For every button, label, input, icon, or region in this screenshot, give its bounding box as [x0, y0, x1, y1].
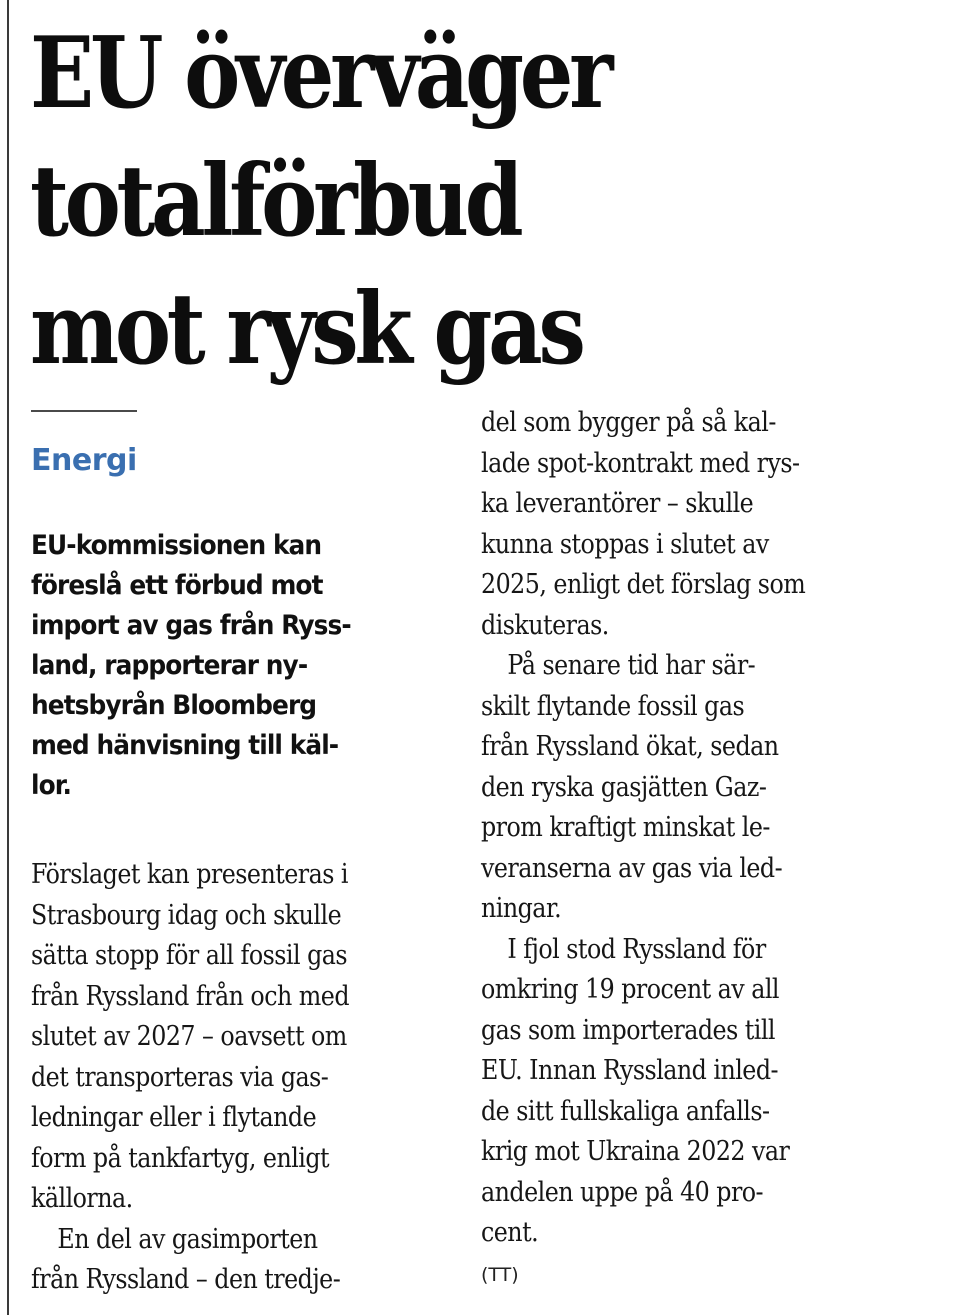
body-paragraph: [481, 403, 891, 646]
lead-paragraph: [31, 526, 441, 806]
body-line: sätta stopp för all fossil gas: [31, 940, 348, 971]
body-line: form på tankfartyg, enligt: [31, 1142, 330, 1174]
body-line: I fjol stod Ryssland för: [507, 933, 766, 965]
body-line: På senare tid har sär-: [507, 650, 756, 681]
body-paragraph: [31, 1220, 441, 1301]
article-column-left: [31, 526, 441, 1301]
headline-line: EU överväger: [30, 16, 610, 131]
body-line: andelen uppe på 40 pro-: [481, 1176, 764, 1208]
lead-line: land, rapporterar ny-: [31, 650, 308, 681]
body-line: det transporteras via gas-: [31, 1061, 329, 1093]
body-line: veranserna av gas via led-: [481, 852, 783, 884]
body-line: lade spot-kontrakt med rys-: [481, 447, 800, 479]
body-line: ka leverantörer – skulle: [481, 488, 754, 519]
body-line: diskuteras.: [481, 609, 609, 641]
body-paragraph: [31, 855, 441, 1220]
body-line: Förslaget kan presenteras i: [31, 859, 349, 890]
body-line: skilt flytande fossil gas: [481, 690, 745, 722]
body-line: ningar.: [481, 893, 562, 924]
body-line: gas som importerades till: [481, 1014, 776, 1046]
article-column-right: [481, 403, 891, 1290]
section-kicker: Energi: [31, 443, 137, 478]
lead-line: EU-kommissionen kan: [31, 530, 322, 561]
body-line: från Ryssland – den tredje-: [31, 1264, 341, 1295]
page-edge-rule: [7, 0, 9, 1315]
lead-line: import av gas från Ryss-: [31, 610, 351, 641]
body-line: från Ryssland ökat, sedan: [481, 731, 779, 762]
body-line: 2025, enligt det förslag som: [481, 569, 806, 600]
headline: [30, 10, 804, 394]
body-line: EU. Innan Ryssland inled-: [481, 1055, 779, 1086]
lead-line: föreslå ett förbud mot: [31, 570, 323, 601]
kicker-divider: [31, 410, 137, 412]
lead-line: lor.: [31, 770, 72, 801]
body-line: krig mot Ukraina 2022 var: [481, 1136, 790, 1167]
body-line: de sitt fullskaliga anfalls-: [481, 1095, 770, 1127]
body-line: Strasbourg idag och skulle: [31, 899, 342, 931]
body-line: omkring 19 procent av all: [481, 974, 779, 1005]
body-line: cent.: [481, 1217, 539, 1248]
body-paragraph: [481, 646, 891, 930]
body-line: slutet av 2027 – oavsett om: [31, 1021, 347, 1052]
headline-line: mot rysk gas: [30, 272, 582, 387]
body-line: ledningar eller i flytande: [31, 1102, 317, 1133]
lead-line: hetsbyrån Bloomberg: [31, 690, 317, 721]
byline: (TT): [481, 1263, 519, 1286]
body-paragraph: [481, 930, 891, 1254]
body-line: kunna stoppas i slutet av: [481, 528, 769, 560]
body-line: En del av gasimporten: [57, 1223, 318, 1255]
body-line: del som bygger på så kal-: [481, 407, 776, 438]
lead-line: med hänvisning till käl-: [31, 730, 339, 761]
body-line: den ryska gasjätten Gaz-: [481, 771, 767, 803]
body-line: från Ryssland från och med: [31, 980, 349, 1012]
body-line: prom kraftigt minskat le-: [481, 812, 770, 843]
body-line: källorna.: [31, 1183, 133, 1214]
headline-line: totalförbud: [30, 144, 520, 259]
